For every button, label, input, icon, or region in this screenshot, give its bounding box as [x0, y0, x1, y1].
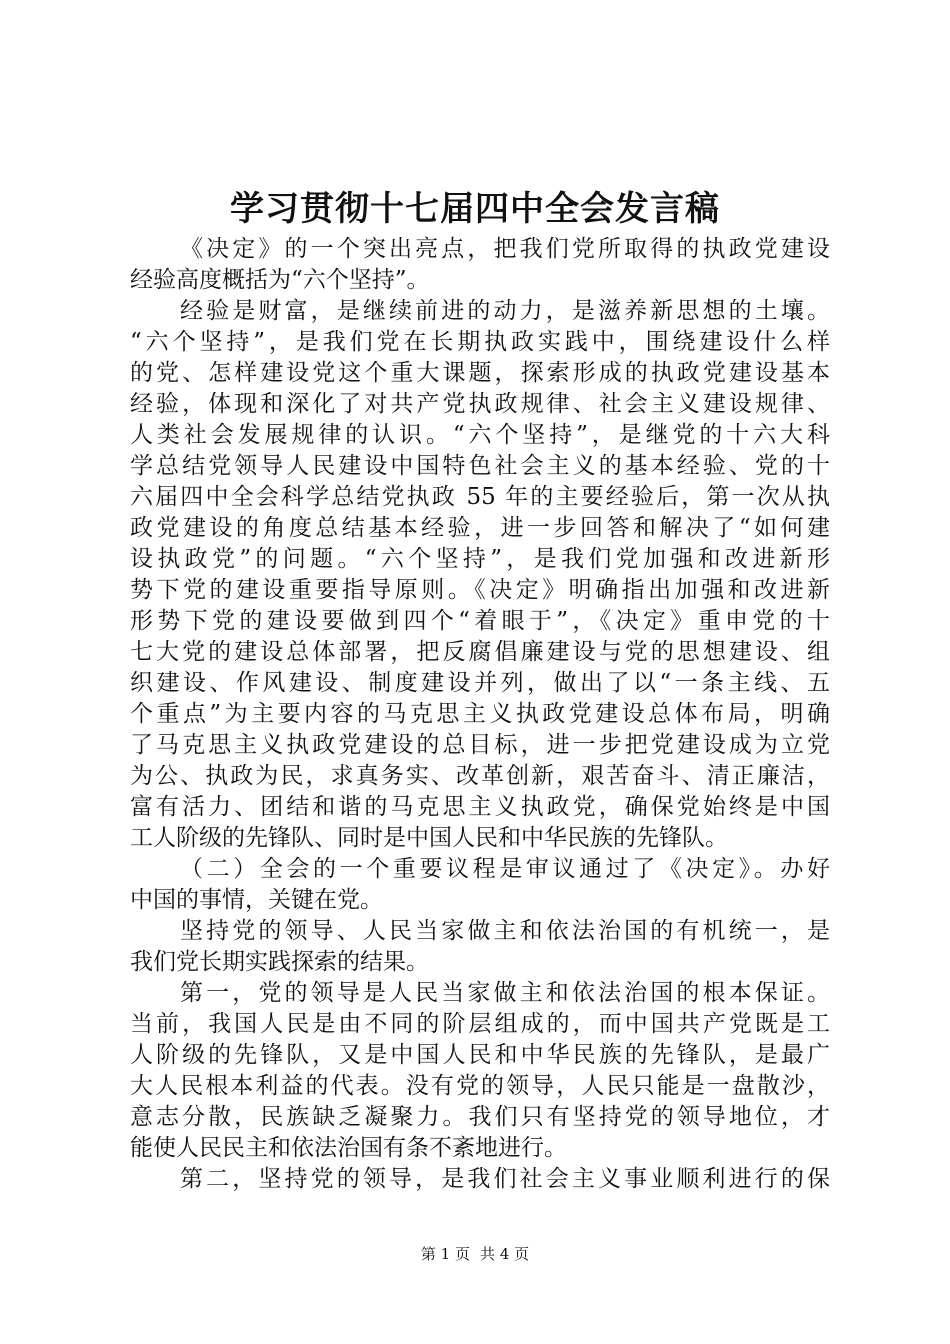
- body-line: 为公、执政为民，求真务实、改革创新，艰苦奋斗、清正廉洁，: [130, 763, 830, 789]
- body-line: 了马克思主义执政党建设的总目标，进一步把党建设成为立党: [130, 732, 830, 758]
- body-line: 工人阶级的先锋队、同时是中国人民和中华民族的先锋队。: [130, 825, 728, 851]
- body-line: 《决定》的一个突出亮点，把我们党所取得的执政党建设: [180, 236, 830, 262]
- body-line: （二）全会的一个重要议程是审议通过了《决定》。办好: [180, 856, 830, 882]
- body-line: 政党建设的角度总结基本经验，进一步回答和解决了“如何建: [130, 515, 830, 541]
- body-line: 的党、怎样建设党这个重大课题，探索形成的执政党建设基本: [130, 360, 830, 386]
- body-line: “六个坚持”，是我们党在长期执政实践中，围绕建设什么样: [130, 329, 830, 355]
- body-line: 织建设、作风建设、制度建设并列，做出了以“一条主线、五: [130, 670, 830, 696]
- body-line: 我们党长期实践探索的结果。: [130, 949, 429, 975]
- body-line: 经验是财富，是继续前进的动力，是滋养新思想的土壤。: [180, 298, 830, 324]
- body-line: 形势下党的建设要做到四个“着眼于”，《决定》重申党的十: [130, 608, 830, 634]
- body-line: 能使人民民主和依法治国有条不紊地进行。: [130, 1135, 567, 1161]
- page-total: 共 4 页: [480, 1245, 530, 1263]
- body-line: 大人民根本利益的代表。没有党的领导，人民只能是一盘散沙，: [130, 1073, 830, 1099]
- body-line: 第一，党的领导是人民当家做主和依法治国的根本保证。: [180, 980, 830, 1006]
- body-line: 意志分散，民族缺乏凝聚力。我们只有坚持党的领导地位，才: [130, 1104, 830, 1130]
- body-line: 坚持党的领导、人民当家做主和依法治国的有机统一，是: [180, 918, 830, 944]
- body-line: 人阶级的先锋队，又是中国人民和中华民族的先锋队，是最广: [130, 1042, 830, 1068]
- body-line: 势下党的建设重要指导原则。《决定》明确指出加强和改进新: [130, 577, 830, 603]
- page-number: 第 1 页: [420, 1245, 470, 1263]
- body-line: 经验高度概括为“六个坚持”。: [130, 267, 430, 293]
- body-line: 第二，坚持党的领导，是我们社会主义事业顺利进行的保: [180, 1166, 830, 1192]
- body-line: 设执政党”的问题。“六个坚持”，是我们党加强和改进新形: [130, 546, 830, 572]
- body-line: 七大党的建设总体部署，把反腐倡廉建设与党的思想建设、组: [130, 639, 830, 665]
- body-line: 经验，体现和深化了对共产党执政规律、社会主义建设规律、: [130, 391, 830, 417]
- body-line: 当前，我国人民是由不同的阶层组成的，而中国共产党既是工: [130, 1011, 830, 1037]
- body-line: 人类社会发展规律的认识。“六个坚持”，是继党的十六大科: [130, 422, 830, 448]
- document-title: 学习贯彻十七届四中全会发言稿: [230, 189, 720, 229]
- body-line: 富有活力、团结和谐的马克思主义执政党，确保党始终是中国: [130, 794, 830, 820]
- body-line: 个重点”为主要内容的马克思主义执政党建设总体布局，明确: [130, 701, 830, 727]
- body-line: 中国的事情，关键在党。: [130, 887, 383, 913]
- body-line: 学总结党领导人民建设中国特色社会主义的基本经验、党的十: [130, 453, 830, 479]
- page-footer: [0, 1244, 950, 1264]
- body-line: 六届四中全会科学总结党执政 55 年的主要经验后，第一次从执: [130, 484, 830, 510]
- document-body: [130, 234, 830, 1195]
